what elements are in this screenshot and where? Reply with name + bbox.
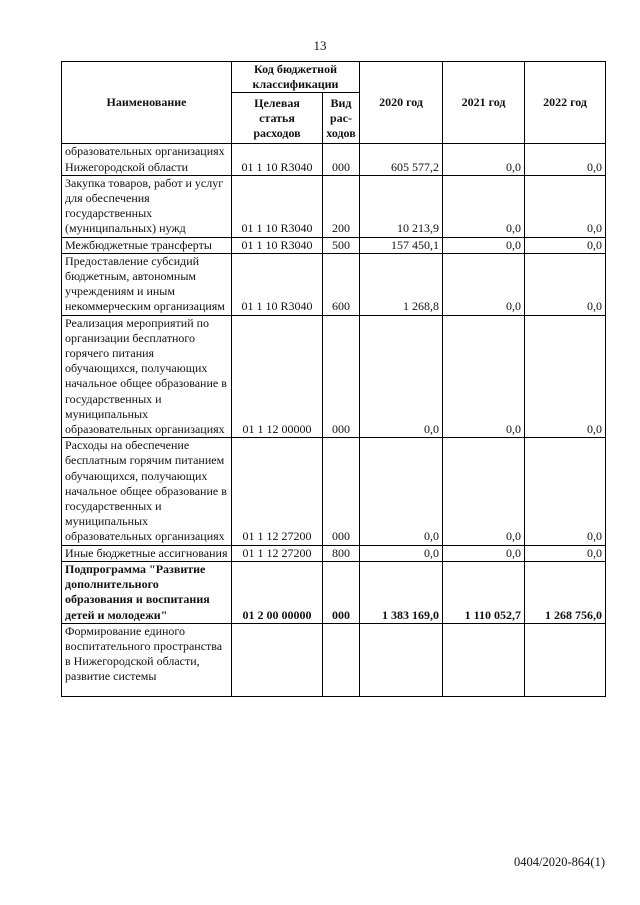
row-kind-code: 800: [323, 545, 360, 561]
header-2020: 2020 год: [360, 62, 443, 144]
table-row: [62, 315, 606, 438]
row-target-code: 01 1 10 R3040: [232, 237, 323, 253]
table-row: [62, 237, 606, 253]
header-2022: 2022 год: [525, 62, 606, 144]
row-name: Закупка товаров, работ и услуг для обеспечения государственных (муниципальных) нужд: [62, 175, 232, 237]
row-name: Реализация мероприятий по организации бесплатного горячего питания обучающихся, получающих начальное общее образование в государственных и муниципальных образовательных организациях: [62, 315, 232, 438]
header-kind: Вид рас-ходов: [323, 93, 360, 144]
header-code-group: Код бюджетной классификации: [232, 62, 360, 93]
row-name: Межбюджетные трансферты: [62, 237, 232, 253]
table-row: [62, 545, 606, 561]
row-value-2021: 0,0: [443, 144, 525, 175]
row-value-2020: 0,0: [360, 438, 443, 545]
row-value-2020: 1 268,8: [360, 253, 443, 315]
row-value-2022: 0,0: [525, 315, 606, 438]
row-kind-code: 000: [323, 315, 360, 438]
row-target-code: 01 1 12 27200: [232, 438, 323, 545]
table-row: [62, 623, 606, 696]
row-target-code: 01 1 12 27200: [232, 545, 323, 561]
row-target-code: 01 1 12 00000: [232, 315, 323, 438]
row-name: Иные бюджетные ассигнования: [62, 545, 232, 561]
row-name: Формирование единого воспитательного пространства в Нижегородской области, развитие системы: [62, 623, 232, 696]
row-value-2020: 0,0: [360, 315, 443, 438]
row-value-2022: 0,0: [525, 438, 606, 545]
row-target-code: 01 1 10 R3040: [232, 253, 323, 315]
page-number: 13: [313, 38, 327, 53]
row-value-2022: 1 268 756,0: [525, 561, 606, 623]
row-value-2020: [360, 623, 443, 696]
row-value-2020: 605 577,2: [360, 144, 443, 175]
header-target: Целевая статья расходов: [232, 93, 323, 144]
row-name: образовательных организациях Нижегородской области: [62, 144, 232, 175]
table-row-subprogram: [62, 561, 606, 623]
row-value-2021: 0,0: [443, 545, 525, 561]
table-row: [62, 438, 606, 545]
row-name: Подпрограмма "Развитие дополнительного образования и воспитания детей и молодежи": [62, 561, 232, 623]
row-kind-code: 600: [323, 253, 360, 315]
row-kind-code: 200: [323, 175, 360, 237]
row-name: Расходы на обеспечение бесплатным горячим питанием обучающихся, получающих начальное общее образование в государственных и муниципальных образовательных организациях: [62, 438, 232, 545]
row-value-2020: 0,0: [360, 545, 443, 561]
row-target-code: [232, 623, 323, 696]
row-value-2022: 0,0: [525, 253, 606, 315]
table-row: [62, 253, 606, 315]
header-2021: 2021 год: [443, 62, 525, 144]
row-value-2021: 0,0: [443, 175, 525, 237]
row-kind-code: [323, 623, 360, 696]
row-value-2021: [443, 623, 525, 696]
row-value-2022: [525, 623, 606, 696]
row-kind-code: 000: [323, 438, 360, 545]
row-name: Предоставление субсидий бюджетным, автономным учреждениям и иным некоммерческим организациям: [62, 253, 232, 315]
row-value-2021: 1 110 052,7: [443, 561, 525, 623]
row-value-2022: 0,0: [525, 175, 606, 237]
budget-table: [61, 61, 606, 697]
row-target-code: 01 1 10 R3040: [232, 144, 323, 175]
row-value-2022: 0,0: [525, 545, 606, 561]
header-row-1: [62, 62, 606, 93]
row-value-2022: 0,0: [525, 144, 606, 175]
row-value-2021: 0,0: [443, 315, 525, 438]
row-target-code: 01 2 00 00000: [232, 561, 323, 623]
row-kind-code: 000: [323, 561, 360, 623]
row-kind-code: 000: [323, 144, 360, 175]
row-value-2021: 0,0: [443, 237, 525, 253]
row-value-2020: 10 213,9: [360, 175, 443, 237]
row-value-2020: 157 450,1: [360, 237, 443, 253]
document-code: 0404/2020-864(1): [514, 855, 605, 869]
row-value-2021: 0,0: [443, 253, 525, 315]
row-kind-code: 500: [323, 237, 360, 253]
row-value-2021: 0,0: [443, 438, 525, 545]
row-value-2022: 0,0: [525, 237, 606, 253]
table-row: [62, 175, 606, 237]
row-value-2020: 1 383 169,0: [360, 561, 443, 623]
table-row: [62, 144, 606, 175]
row-target-code: 01 1 10 R3040: [232, 175, 323, 237]
header-name: Наименование: [62, 62, 232, 144]
